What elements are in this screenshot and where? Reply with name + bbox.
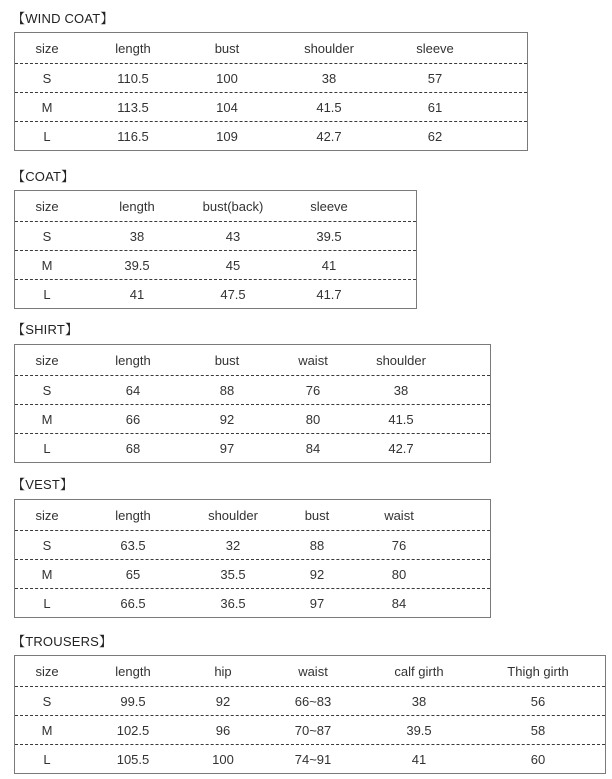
shirt-table [14,344,491,463]
table-cell: 63.5 [120,537,146,553]
table-row [15,744,605,773]
table-row [15,92,527,121]
table-cell: 42.7 [388,440,414,456]
header-cell: bust [214,352,240,368]
header-cell: hip [214,663,232,679]
table-row [15,433,490,462]
table-cell: 76 [391,537,407,553]
table-cell: 88 [219,382,235,398]
table-cell: 113.5 [117,99,149,115]
coat-title: 【COAT】 [12,169,75,184]
table-cell: S [42,70,52,86]
table-cell: 68 [125,440,141,456]
table-cell: 96 [215,722,231,738]
table-row [15,250,416,279]
table-cell: 62 [427,128,443,144]
header-cell: waist [384,507,414,523]
table-header-row [15,500,490,530]
header-cell: size [35,40,59,56]
table-cell: 41 [411,751,427,767]
wind-coat-table [14,32,528,151]
table-cell: 88 [309,537,325,553]
header-cell: waist [298,352,328,368]
table-cell: M [41,566,53,582]
table-cell: L [43,595,51,611]
table-cell: 109 [216,128,238,144]
table-row [15,121,527,150]
table-cell: L [43,440,51,456]
table-row [15,530,490,559]
table-cell: 97 [309,595,325,611]
table-cell: 41 [129,286,145,302]
table-cell: 70~87 [294,722,332,738]
table-row [15,279,416,308]
table-cell: M [41,99,53,115]
header-cell: size [35,663,59,679]
table-cell: M [41,257,53,273]
table-cell: 41.5 [316,99,342,115]
vest-table [14,499,491,618]
table-cell: 80 [391,566,407,582]
header-cell: length [115,507,151,523]
table-cell: 45 [225,257,241,273]
header-cell: size [35,198,59,214]
table-cell: 104 [216,99,238,115]
header-cell: length [115,40,151,56]
table-cell: 76 [305,382,321,398]
header-cell: size [35,507,59,523]
table-cell: 100 [216,70,238,86]
table-cell: 66 [125,411,141,427]
table-cell: 66~83 [294,693,332,709]
table-cell: S [42,382,52,398]
table-cell: L [43,286,51,302]
table-cell: 61 [427,99,443,115]
trousers-title: 【TROUSERS】 [12,634,113,649]
table-cell: 39.5 [124,257,150,273]
table-cell: 99.5 [120,693,146,709]
table-cell: S [42,537,52,553]
table-cell: M [41,722,53,738]
table-cell: 41.5 [388,411,414,427]
table-cell: 56 [530,693,546,709]
shirt-title: 【SHIRT】 [12,322,79,337]
table-row [15,686,605,715]
table-cell: 116.5 [117,128,149,144]
table-cell: 100 [212,751,234,767]
table-cell: 38 [411,693,427,709]
header-cell: shoulder [208,507,258,523]
header-cell: shoulder [376,352,426,368]
coat-table [14,190,417,309]
header-cell: Thigh girth [507,663,569,679]
table-cell: S [42,693,52,709]
table-cell: 38 [129,228,145,244]
table-cell: 110.5 [117,70,149,86]
table-cell: 35.5 [220,566,246,582]
header-cell: size [35,352,59,368]
table-cell: L [43,751,51,767]
vest-title: 【VEST】 [12,477,74,492]
table-cell: 42.7 [316,128,342,144]
table-row [15,559,490,588]
table-cell: 39.5 [316,228,342,244]
header-cell: bust(back) [202,198,264,214]
header-cell: length [115,352,151,368]
table-header-row [15,656,605,686]
table-cell: 60 [530,751,546,767]
table-cell: M [41,411,53,427]
table-header-row [15,33,527,63]
table-cell: S [42,228,52,244]
table-row [15,715,605,744]
table-cell: 65 [125,566,141,582]
table-cell: 84 [391,595,407,611]
table-row [15,63,527,92]
header-cell: sleeve [416,40,454,56]
table-cell: 43 [225,228,241,244]
table-cell: 80 [305,411,321,427]
table-cell: 92 [309,566,325,582]
header-cell: calf girth [394,663,444,679]
table-row [15,588,490,617]
table-cell: 74~91 [294,751,332,767]
table-cell: 92 [219,411,235,427]
header-cell: waist [298,663,328,679]
table-cell: 92 [215,693,231,709]
table-cell: 64 [125,382,141,398]
table-cell: 38 [321,70,337,86]
table-cell: 97 [219,440,235,456]
header-cell: length [119,198,155,214]
header-cell: shoulder [304,40,354,56]
wind-coat-title: 【WIND COAT】 [12,11,114,26]
table-cell: 57 [427,70,443,86]
table-cell: 39.5 [406,722,432,738]
table-header-row [15,191,416,221]
trousers-table [14,655,606,774]
header-cell: length [115,663,151,679]
table-cell: 41.7 [316,286,342,302]
table-row [15,404,490,433]
table-header-row [15,345,490,375]
table-cell: 102.5 [116,722,150,738]
header-cell: sleeve [310,198,348,214]
table-cell: 36.5 [220,595,246,611]
table-cell: 84 [305,440,321,456]
table-cell: 47.5 [220,286,246,302]
table-cell: 38 [393,382,409,398]
table-cell: 41 [321,257,337,273]
table-cell: L [43,128,51,144]
header-cell: bust [214,40,240,56]
table-cell: 105.5 [116,751,150,767]
table-row [15,375,490,404]
table-cell: 66.5 [120,595,146,611]
header-cell: bust [304,507,330,523]
table-cell: 32 [225,537,241,553]
table-row [15,221,416,250]
table-cell: 58 [530,722,546,738]
